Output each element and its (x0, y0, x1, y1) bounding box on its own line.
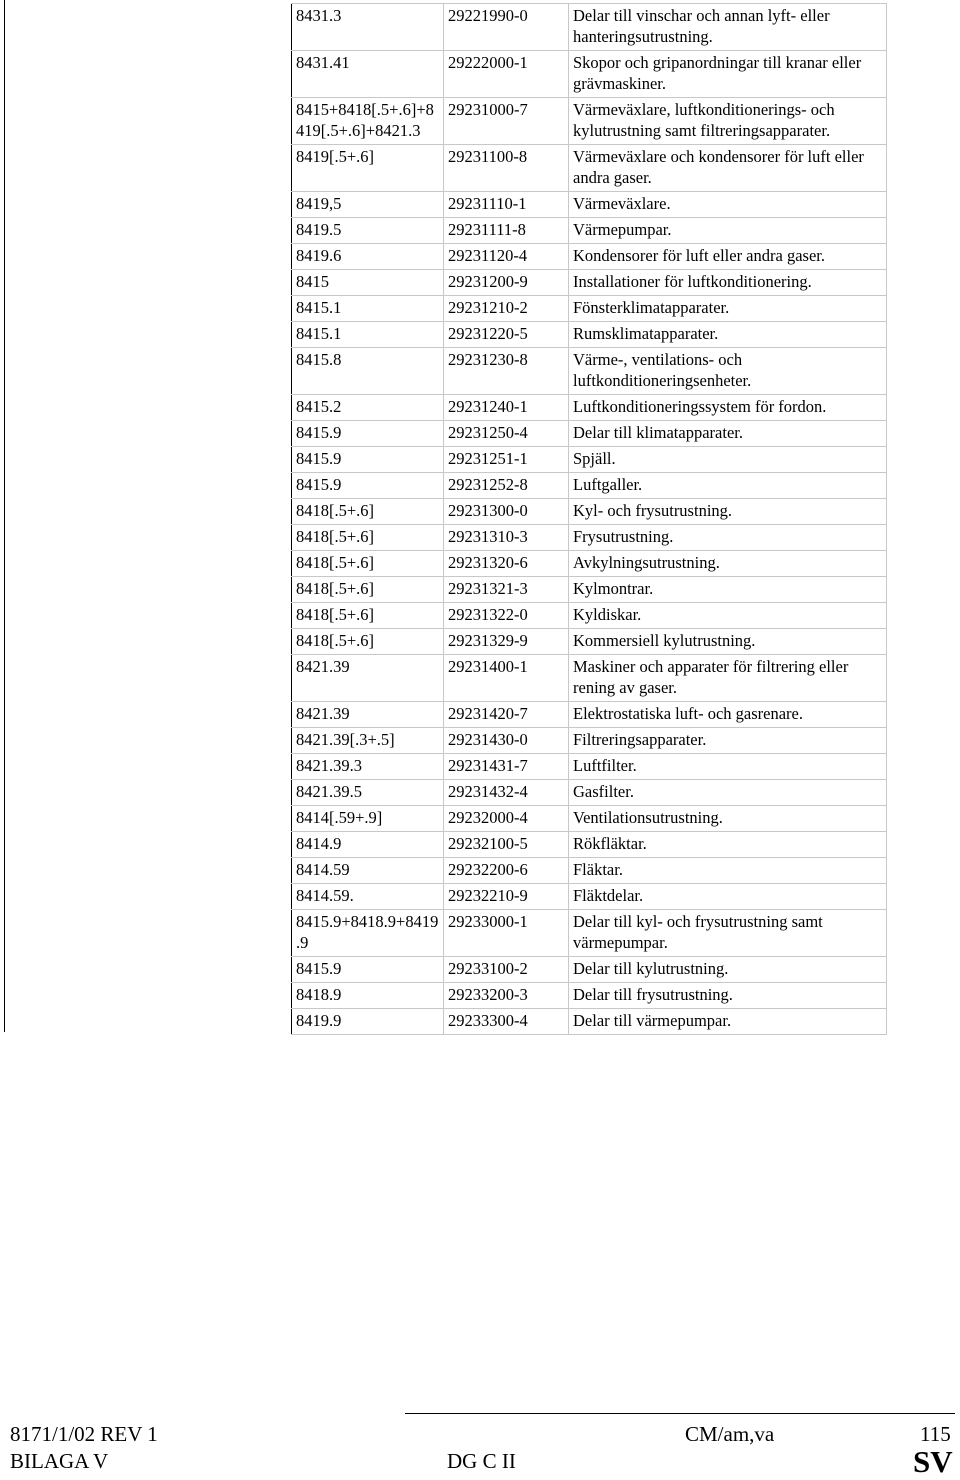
description-cell: Filtreringsapparater. (569, 728, 887, 754)
description-cell: Maskiner och apparater för filtrering eller rening av gaser. (569, 655, 887, 702)
hs-code-cell: 8415.9 (292, 473, 444, 499)
description-cell: Kyldiskar. (569, 603, 887, 629)
hs-code-cell: 8414.59. (292, 884, 444, 910)
page-footer (0, 1413, 960, 1479)
hs-code-cell: 8418.9 (292, 983, 444, 1009)
hs-code-cell: 8418[.5+.6] (292, 499, 444, 525)
description-cell: Värmepumpar. (569, 218, 887, 244)
hs-code-cell: 8418[.5+.6] (292, 525, 444, 551)
hs-code-cell: 8415.9 (292, 421, 444, 447)
hs-code-cell: 8419.6 (292, 244, 444, 270)
hs-code-cell: 8419.5 (292, 218, 444, 244)
table-row (292, 322, 887, 348)
description-cell: Ventilationsutrustning. (569, 806, 887, 832)
description-cell: Elektrostatiska luft- och gasrenare. (569, 702, 887, 728)
description-cell: Installationer för luftkonditionering. (569, 270, 887, 296)
table-row (292, 754, 887, 780)
annex-label: BILAGA V (10, 1449, 109, 1473)
table-row (292, 525, 887, 551)
hs-code-cell: 8418[.5+.6] (292, 603, 444, 629)
hs-code-cell: 8414.59 (292, 858, 444, 884)
description-cell: Kylmontrar. (569, 577, 887, 603)
table-row (292, 348, 887, 395)
hs-code-cell: 8415.8 (292, 348, 444, 395)
table-row (292, 728, 887, 754)
cpv-code-cell: 29231320-6 (444, 551, 569, 577)
cpv-code-cell: 29233000-1 (444, 910, 569, 957)
cpv-code-cell: 29233300-4 (444, 1009, 569, 1035)
hs-code-cell: 8418[.5+.6] (292, 577, 444, 603)
cpv-code-cell: 29231230-8 (444, 348, 569, 395)
language-code: SV (913, 1444, 953, 1479)
hs-code-cell: 8415.9 (292, 447, 444, 473)
description-cell: Luftkonditioneringssystem för fordon. (569, 395, 887, 421)
description-cell: Delar till kyl- och frysutrustning samt värmepumpar. (569, 910, 887, 957)
hs-code-cell: 8419,5 (292, 192, 444, 218)
cpv-code-cell: 29231220-5 (444, 322, 569, 348)
hs-code-cell: 8418[.5+.6] (292, 629, 444, 655)
hs-code-cell: 8419.9 (292, 1009, 444, 1035)
table-row (292, 4, 887, 51)
description-cell: Delar till frysutrustning. (569, 983, 887, 1009)
hs-code-cell: 8415.2 (292, 395, 444, 421)
cpv-code-cell: 29232000-4 (444, 806, 569, 832)
table-row (292, 296, 887, 322)
cpv-code-cell: 29222000-1 (444, 51, 569, 98)
description-cell: Spjäll. (569, 447, 887, 473)
cpv-code-cell: 29233200-3 (444, 983, 569, 1009)
description-cell: Fläktdelar. (569, 884, 887, 910)
cpv-code-cell: 29231252-8 (444, 473, 569, 499)
table-row (292, 858, 887, 884)
left-margin-rule (4, 0, 5, 1032)
description-cell: Delar till vinschar och annan lyft- eller hanteringsutrustning. (569, 4, 887, 51)
description-cell: Värmeväxlare och kondensorer för luft eller andra gaser. (569, 145, 887, 192)
hs-code-cell: 8414[.59+.9] (292, 806, 444, 832)
description-cell: Avkylningsutrustning. (569, 551, 887, 577)
table-row (292, 421, 887, 447)
cpv-code-cell: 29231110-1 (444, 192, 569, 218)
cpv-code-cell: 29231300-0 (444, 499, 569, 525)
cpv-code-cell: 29233100-2 (444, 957, 569, 983)
description-cell: Värme-, ventilations- och luftkonditioneringsenheter. (569, 348, 887, 395)
description-cell: Delar till klimatapparater. (569, 421, 887, 447)
table-row (292, 655, 887, 702)
table-body (292, 4, 887, 1035)
table-row (292, 218, 887, 244)
cpv-code-cell: 29231430-0 (444, 728, 569, 754)
hs-code-cell: 8421.39 (292, 655, 444, 702)
cpv-code-cell: 29231432-4 (444, 780, 569, 806)
description-cell: Luftgaller. (569, 473, 887, 499)
table-row (292, 629, 887, 655)
hs-code-cell: 8414.9 (292, 832, 444, 858)
description-cell: Frysutrustning. (569, 525, 887, 551)
cpv-code-cell: 29231321-3 (444, 577, 569, 603)
table-row (292, 473, 887, 499)
table-row (292, 270, 887, 296)
footer-rule (405, 1413, 955, 1414)
table-row (292, 1009, 887, 1035)
cpv-code-cell: 29232100-5 (444, 832, 569, 858)
cpv-code-cell: 29231111-8 (444, 218, 569, 244)
cpv-code-cell: 29221990-0 (444, 4, 569, 51)
cpv-code-cell: 29232200-6 (444, 858, 569, 884)
description-cell: Kommersiell kylutrustning. (569, 629, 887, 655)
code-table (291, 3, 887, 1035)
description-cell: Rökfläktar. (569, 832, 887, 858)
cpv-code-cell: 29231240-1 (444, 395, 569, 421)
description-cell: Luftfilter. (569, 754, 887, 780)
table-row (292, 884, 887, 910)
table-row (292, 244, 887, 270)
table-row (292, 957, 887, 983)
table-row (292, 806, 887, 832)
hs-code-cell: 8421.39.3 (292, 754, 444, 780)
author-initials: CM/am,va (685, 1422, 775, 1446)
table-row (292, 395, 887, 421)
cpv-code-cell: 29231310-3 (444, 525, 569, 551)
table-row (292, 192, 887, 218)
cpv-code-cell: 29231251-1 (444, 447, 569, 473)
table-row (292, 51, 887, 98)
table-row (292, 910, 887, 957)
cpv-code-cell: 29231250-4 (444, 421, 569, 447)
table-row (292, 780, 887, 806)
directorate-label: DG C II (447, 1449, 516, 1473)
table-row (292, 832, 887, 858)
hs-code-cell: 8418[.5+.6] (292, 551, 444, 577)
description-cell: Fönsterklimatapparater. (569, 296, 887, 322)
hs-code-cell: 8431.3 (292, 4, 444, 51)
cpv-code-cell: 29231210-2 (444, 296, 569, 322)
hs-code-cell: 8415.1 (292, 296, 444, 322)
cpv-code-cell: 29231100-8 (444, 145, 569, 192)
hs-code-cell: 8415.9 (292, 957, 444, 983)
description-cell: Kondensorer för luft eller andra gaser. (569, 244, 887, 270)
table-row (292, 603, 887, 629)
cpv-code-cell: 29231000-7 (444, 98, 569, 145)
table-row (292, 983, 887, 1009)
document-reference: 8171/1/02 REV 1 (10, 1422, 158, 1446)
cpv-code-cell: 29231120-4 (444, 244, 569, 270)
hs-code-cell: 8421.39.5 (292, 780, 444, 806)
hs-code-cell: 8415.1 (292, 322, 444, 348)
description-cell: Rumsklimatapparater. (569, 322, 887, 348)
page-number: 115 (920, 1422, 951, 1446)
hs-code-cell: 8415+8418[.5+.6]+8419[.5+.6]+8421.3 (292, 98, 444, 145)
hs-code-cell: 8421.39 (292, 702, 444, 728)
hs-code-cell: 8431.41 (292, 51, 444, 98)
cpv-code-cell: 29231400-1 (444, 655, 569, 702)
cpv-code-cell: 29231200-9 (444, 270, 569, 296)
table-row (292, 98, 887, 145)
cpv-code-cell: 29231329-9 (444, 629, 569, 655)
hs-code-cell: 8421.39[.3+.5] (292, 728, 444, 754)
cpv-code-cell: 29231431-7 (444, 754, 569, 780)
cpv-code-table (291, 3, 886, 1035)
table-row (292, 447, 887, 473)
table-row (292, 145, 887, 192)
cpv-code-cell: 29231420-7 (444, 702, 569, 728)
description-cell: Skopor och gripanordningar till kranar eller grävmaskiner. (569, 51, 887, 98)
description-cell: Delar till värmepumpar. (569, 1009, 887, 1035)
table-row (292, 702, 887, 728)
description-cell: Kyl- och frysutrustning. (569, 499, 887, 525)
description-cell: Gasfilter. (569, 780, 887, 806)
hs-code-cell: 8415.9+8418.9+8419.9 (292, 910, 444, 957)
description-cell: Fläktar. (569, 858, 887, 884)
table-row (292, 499, 887, 525)
table-row (292, 551, 887, 577)
cpv-code-cell: 29231322-0 (444, 603, 569, 629)
hs-code-cell: 8419[.5+.6] (292, 145, 444, 192)
description-cell: Värmeväxlare, luftkonditionerings- och kylutrustning samt filtreringsapparater. (569, 98, 887, 145)
description-cell: Delar till kylutrustning. (569, 957, 887, 983)
cpv-code-cell: 29232210-9 (444, 884, 569, 910)
hs-code-cell: 8415 (292, 270, 444, 296)
description-cell: Värmeväxlare. (569, 192, 887, 218)
table-row (292, 577, 887, 603)
